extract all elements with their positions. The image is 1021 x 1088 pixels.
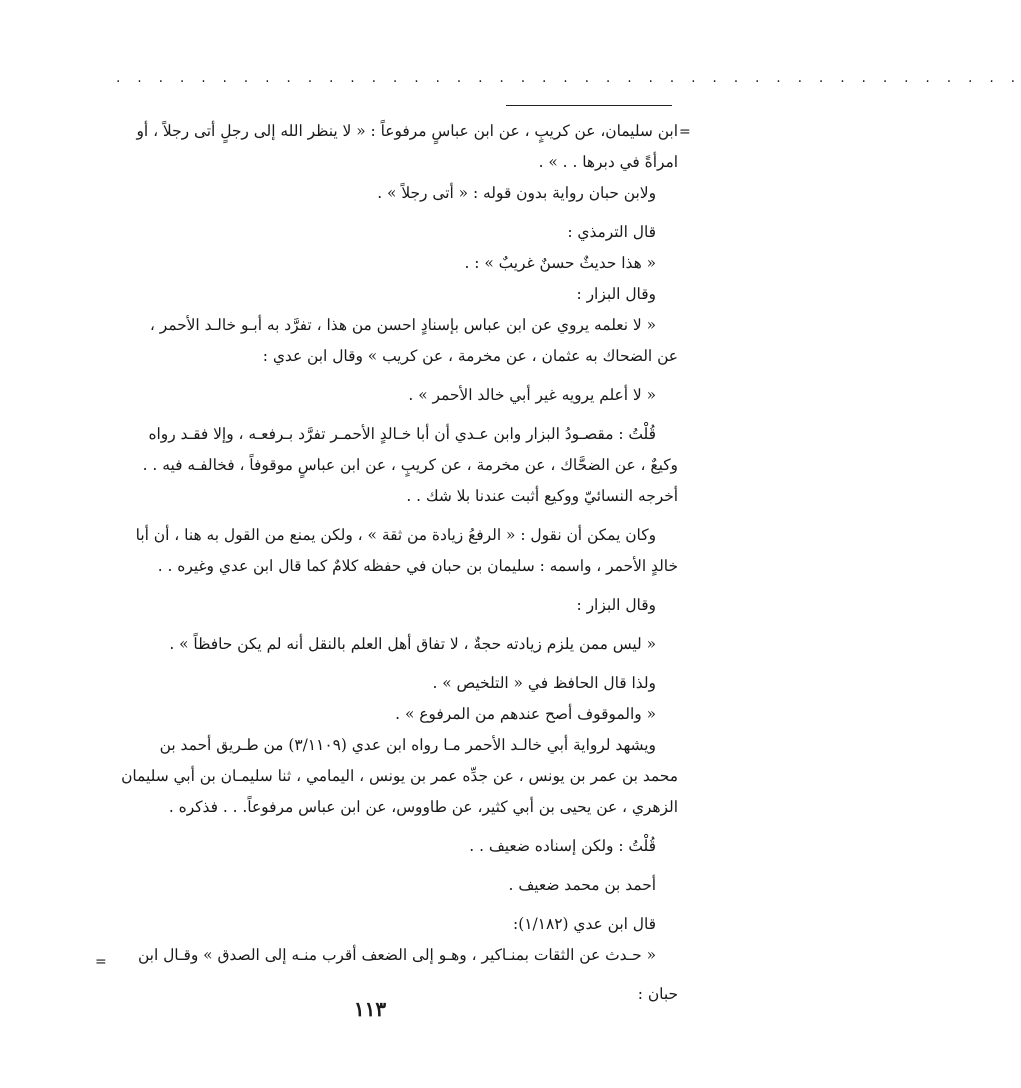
text-line: حبان : bbox=[637, 985, 678, 1003]
text-line: « هذا حديثٌ حسنٌ غريبٌ » : . bbox=[464, 254, 656, 272]
header-dotted-line: . . . . . . . . . . . . . . . . . . . . . . . . . . . . . . . . . . . . . . . . . . . bbox=[116, 70, 1021, 86]
continuation-mark-bottom: = bbox=[95, 954, 107, 970]
text-line: ابن سليمان، عن كريبٍ ، عن ابن عباسٍ مرفوعاً : « لا ينظر الله إلى رجلٍ أتى رجلاً ، أو bbox=[136, 122, 678, 140]
text-line: « حـدث عن الثقات بمنـاكير ، وهـو إلى الضعف أقرب منـه إلى الصدق » وقـال ابن bbox=[137, 946, 656, 964]
text-line: خالدٍ الأحمر ، واسمه : سليمان بن حبان في حفظه كلامٌ كما قال ابن عدي وغيره . . bbox=[157, 557, 678, 575]
text-line: أحمد بن محمد ضعيف . bbox=[508, 876, 656, 894]
text-line: « والموقوف أصح عندهم من المرفوع » . bbox=[395, 705, 656, 723]
text-line: امرأةً في دبرها . . » . bbox=[538, 153, 678, 171]
text-line: « ليس ممن يلزم زيادته حجةٌ ، لا تفاق أهل العلم بالنقل أنه لم يكن حافظاً » . bbox=[169, 635, 656, 653]
text-line: قُلْتُ : مقصـودُ البزار وابن عـدي أن أبا خـالدٍ الأحمـر تفرَّد بـرفعـه ، وإلا فقـد رواه bbox=[148, 425, 656, 443]
text-line: وقال البزار : bbox=[576, 285, 656, 303]
text-line: ويشهد لرواية أبي خالـد الأحمر مـا رواه ابن عدي (٣/١١٠٩) من طـريق أحمد بن bbox=[159, 736, 656, 754]
text-line: ولذا قال الحافظ في « التلخيص » . bbox=[432, 674, 656, 692]
page-number: ١١٣ bbox=[353, 997, 387, 1021]
text-line: ولابن حبان رواية بدون قوله : « أتى رجلاً » . bbox=[377, 184, 656, 202]
text-line: قال ابن عدي (١/١٨٢): bbox=[513, 915, 656, 933]
text-line: وقال البزار : bbox=[576, 596, 656, 614]
text-line: وكيعٌ ، عن الضحَّاك ، عن مخرمة ، عن كريبٍ ، عن ابن عباسٍ موقوفاً ، فخالفـه فيه . . bbox=[142, 456, 678, 474]
continuation-mark-top: = bbox=[679, 124, 691, 140]
text-line: « لا نعلمه يروي عن ابن عباس بإسنادٍ احسن من هذا ، تفرَّد به أبـو خالـد الأحمر ، bbox=[149, 316, 656, 334]
footnote-separator bbox=[506, 105, 672, 106]
text-line: أخرجه النسائيّ ووكيع أثبت عندنا بلا شك . . bbox=[406, 487, 678, 505]
footnote-body bbox=[110, 116, 678, 1010]
text-line: محمد بن عمر بن يونس ، عن جدِّه عمر بن يونس ، اليمامي ، ثنا سليمـان بن أبي سليمان bbox=[121, 767, 678, 785]
text-line: الزهري ، عن يحيى بن أبي كثير، عن طاووس، عن ابن عباس مرفوعاً. . . فذكره . bbox=[168, 798, 678, 816]
text-line: وكان يمكن أن نقول : « الرفعُ زيادة من ثقة » ، ولكن يمنع من القول به هنا ، أن أبا bbox=[135, 526, 656, 544]
text-line: قال الترمذي : bbox=[567, 223, 656, 241]
text-line: « لا أعلم يرويه غير أبي خالد الأحمر » . bbox=[408, 386, 656, 404]
text-line: قُلْتُ : ولكن إسناده ضعيف . . bbox=[469, 837, 656, 855]
text-line: عن الضحاك به عثمان ، عن مخرمة ، عن كريب » وقال ابن عدي : bbox=[262, 347, 678, 365]
